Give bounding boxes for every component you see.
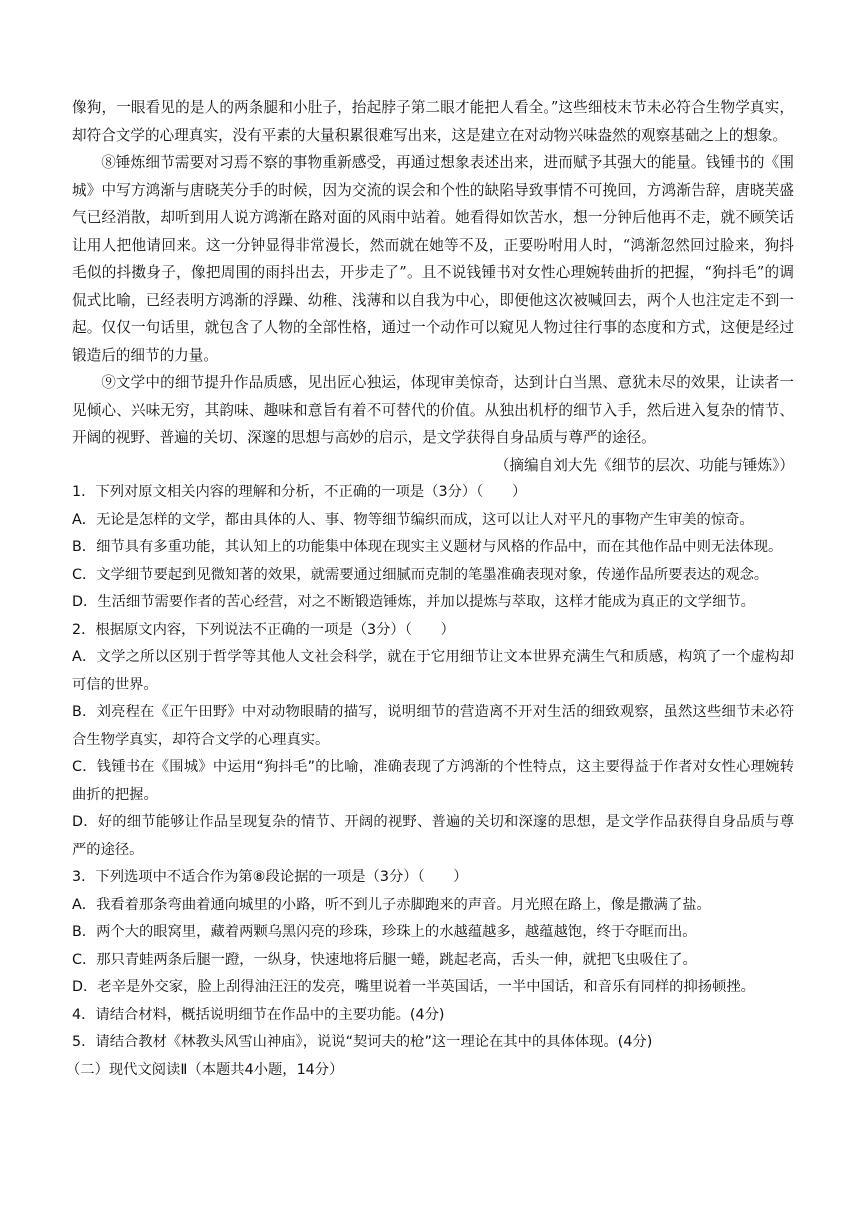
question-2-option-b: B．刘亮程在《正午田野》中对动物眼睛的描写，说明细节的营造离不开对生活的细致观察，虽然这些细节未必符合生物学真实，却符合文学的心理真实。 xyxy=(72,704,794,748)
document-page xyxy=(66,94,794,1084)
question-3 xyxy=(72,864,794,1002)
passage-paragraph-9: ⑨文学中的细节提升作品质感，见出匠心独运，体现审美惊奇，达到计白当黑、意犹未尽的效果，让读者一见倾心、兴味无穷，其韵味、趣味和意旨有着不可替代的价值。从独出机杼的细节入手，然后进入复杂的情节、开阔的视野、普遍的关切、深邃的思想与高妙的启示，是文学获得自身品质与尊严的途径。 xyxy=(72,374,794,446)
question-2-option-d: D．好的细节能够让作品呈现复杂的情节、开阔的视野、普遍的关切和深邃的思想，是文学作品获得自身品质与尊严的途径。 xyxy=(72,814,794,858)
passage-paragraph-8: ⑧锤炼细节需要对习焉不察的事物重新感受，再通过想象表述出来，进而赋予其强大的能量。钱锺书的《围城》中写方鸿渐与唐晓芙分手的时候，因为交流的误会和个性的缺陷导致事情不可挽回，方鸿渐告辞，唐晓芙盛气已经消散，却听到用人说方鸿渐在路对面的风雨中站着。她看得如饮苦水，想一分钟后他再不走，就不顾笑话让用人把他请回来。这一分钟显得非常漫长，然而就在她等不及，正要吩咐用人时，“鸿渐忽然回过脸来，狗抖毛似的抖擞身子，像把周围的雨抖出去，开步走了”。且不说钱锺书对女性心理婉转曲折的把握，“狗抖毛”的调侃式比喻，已经表明方鸿渐的浮躁、幼稚、浅薄和以自我为中心，即便他这次被喊回去，两个人也注定走不到一起。仅仅一句话里，就包含了人物的全部性格，通过一个动作可以窥见人物过往行事的态度和方式，这便是经过锻造后的细节的力量。 xyxy=(72,154,794,364)
question-4: 4．请结合材料，概括说明细节在作品中的主要功能。(4分) xyxy=(72,1006,445,1023)
question-2-option-a: A．文学之所以区别于哲学等其他人文社会科学，就在于它用细节让文本世界充满生气和质感，构筑了一个虚构却可信的世界。 xyxy=(72,649,794,693)
question-5: 5．请结合教材《林教头风雪山神庙》，说说“契诃夫的枪”这一理论在其中的具体体现。(4分) xyxy=(72,1034,653,1050)
question-2 xyxy=(72,617,794,865)
section-heading: （二）现代文阅读Ⅱ（本题共4小题，14分） xyxy=(66,1061,344,1078)
question-1-option-c: C．文学细节要起到见微知著的效果，就需要通过细腻而克制的笔墨准确表现对象，传递作品所要表达的观念。 xyxy=(72,566,769,583)
question-3-option-a: A．我看着那条弯曲着通向城里的小路，听不到儿子赤脚跑来的声音。月光照在路上，像是撒满了盐。 xyxy=(72,896,711,913)
question-3-option-b: B．两个大的眼窝里，藏着两颗乌黑闪亮的珍珠，珍珠上的水越蕴越多，越蕴越饱，终于夺眶而出。 xyxy=(72,924,697,940)
passage-paragraph-continued: 像狗，一眼看见的是人的两条腿和小肚子，抬起脖子第二眼才能把人看全。”这些细枝末节未必符合生物学真实，却符合文学的心理真实，没有平素的大量积累很难写出来，这是建立在对动物兴味盎然的观察基础之上的想象。 xyxy=(72,99,794,144)
question-1-option-b: B．细节具有多重功能，其认知上的功能集中体现在现实主义题材与风格的作品中，而在其他作品中则无法体现。 xyxy=(72,539,783,555)
question-1 xyxy=(72,479,794,617)
question-1-option-a: A．无论是怎样的文学，都由具体的人、事、物等细节编织而成，这可以让人对平凡的事物产生审美的惊奇。 xyxy=(72,511,754,528)
question-1-stem: 1．下列对原文相关内容的理解和分析，不正确的一项是（3分）（ ） xyxy=(72,484,527,500)
question-3-option-c: C．那只青蛙两条后腿一蹬，一纵身，快速地将后腿一蜷，跳起老高，舌头一伸，就把飞虫吸住了。 xyxy=(72,951,697,968)
question-2-option-c: C．钱锺书在《围城》中运用“狗抖毛”的比喻，准确表现了方鸿渐的个性特点，这主要得益于作者对女性心理婉转曲折的把握。 xyxy=(72,759,794,803)
question-3-stem: 3．下列选项中不适合作为第⑧段论据的一项是（3分）（ ） xyxy=(72,869,468,885)
passage-source: （摘编自刘大先《细节的层次、功能与锤炼》） xyxy=(494,456,794,474)
question-1-option-d: D．生活细节需要作者的苦心经营，对之不断锻造锤炼，并加以提炼与萃取，这样才能成为真正的文学细节。 xyxy=(72,594,755,610)
question-3-option-d: D．老辛是外交家，脸上刮得油汪汪的发亮，嘴里说着一半英国话，一半中国话，和音乐有同样的抑扬顿挫。 xyxy=(72,979,755,995)
question-2-stem: 2．根据原文内容，下列说法不正确的一项是（3分）（ ） xyxy=(72,621,455,638)
